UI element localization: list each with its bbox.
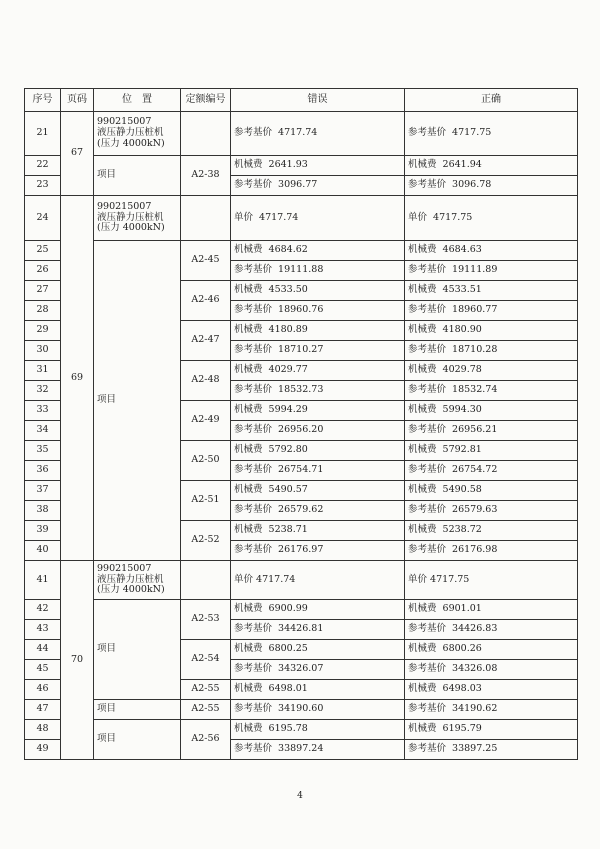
right-cell: 机械费 6498.03	[405, 680, 578, 700]
wrong-cell: 机械费 6900.99	[231, 600, 405, 620]
table-row	[25, 156, 578, 176]
right-cell: 机械费 6901.01	[405, 600, 578, 620]
position-cell: 项目	[94, 156, 181, 196]
header-row	[25, 89, 578, 112]
page-number: 4	[297, 791, 303, 801]
code-cell: A2-52	[181, 521, 231, 561]
right-cell: 参考基价 34326.08	[405, 660, 578, 680]
seq-cell: 27	[25, 281, 61, 301]
position-cell: 项目	[94, 700, 181, 720]
page-cell: 67	[61, 112, 94, 196]
table-row	[25, 720, 578, 740]
right-cell: 参考基价 18960.77	[405, 301, 578, 321]
errata-table	[24, 88, 578, 760]
page-cell: 69	[61, 196, 94, 561]
wrong-cell: 参考基价 18532.73	[231, 381, 405, 401]
right-cell: 参考基价 4717.75	[405, 112, 578, 156]
wrong-cell: 参考基价 26176.97	[231, 541, 405, 561]
position-cell: 990215007 液压静力压桩机 (压力 4000kN)	[94, 561, 181, 600]
seq-cell: 34	[25, 421, 61, 441]
code-cell: A2-53	[181, 600, 231, 640]
code-cell: A2-46	[181, 281, 231, 321]
wrong-cell: 参考基价 26754.71	[231, 461, 405, 481]
wrong-cell: 参考基价 34190.60	[231, 700, 405, 720]
seq-cell: 21	[25, 112, 61, 156]
code-cell: A2-45	[181, 241, 231, 281]
wrong-cell: 机械费 6195.78	[231, 720, 405, 740]
position-cell: 990215007 液压静力压桩机 (压力 4000kN)	[94, 196, 181, 241]
wrong-cell: 机械费 5994.29	[231, 401, 405, 421]
code-cell	[181, 196, 231, 241]
seq-cell: 49	[25, 740, 61, 760]
code-cell: A2-47	[181, 321, 231, 361]
wrong-cell: 机械费 2641.93	[231, 156, 405, 176]
header-code: 定额编号	[181, 89, 231, 112]
wrong-cell: 单价 4717.74	[231, 196, 405, 241]
seq-cell: 23	[25, 176, 61, 196]
table-row	[25, 196, 578, 241]
right-cell: 参考基价 26754.72	[405, 461, 578, 481]
seq-cell: 26	[25, 261, 61, 281]
wrong-cell: 机械费 4029.77	[231, 361, 405, 381]
seq-cell: 46	[25, 680, 61, 700]
seq-cell: 35	[25, 441, 61, 461]
right-cell: 单价 4717.75	[405, 561, 578, 600]
seq-cell: 33	[25, 401, 61, 421]
code-cell: A2-54	[181, 640, 231, 680]
right-cell: 机械费 2641.94	[405, 156, 578, 176]
wrong-cell: 机械费 5792.80	[231, 441, 405, 461]
seq-cell: 29	[25, 321, 61, 341]
position-cell: 项目	[94, 720, 181, 760]
right-cell: 机械费 5238.72	[405, 521, 578, 541]
header-position: 位 置	[94, 89, 181, 112]
code-cell: A2-49	[181, 401, 231, 441]
right-cell: 机械费 4180.90	[405, 321, 578, 341]
wrong-cell: 机械费 4180.89	[231, 321, 405, 341]
page-cell: 70	[61, 561, 94, 760]
wrong-cell: 参考基价 18960.76	[231, 301, 405, 321]
code-cell: A2-56	[181, 720, 231, 760]
seq-cell: 30	[25, 341, 61, 361]
seq-cell: 24	[25, 196, 61, 241]
right-cell: 机械费 4684.63	[405, 241, 578, 261]
right-cell: 参考基价 19111.89	[405, 261, 578, 281]
code-cell: A2-55	[181, 680, 231, 700]
header-wrong: 错误	[231, 89, 405, 112]
position-cell: 990215007 液压静力压桩机 (压力 4000kN)	[94, 112, 181, 156]
header-page: 页码	[61, 89, 94, 112]
wrong-cell: 参考基价 19111.88	[231, 261, 405, 281]
right-cell: 参考基价 34190.62	[405, 700, 578, 720]
right-cell: 参考基价 34426.83	[405, 620, 578, 640]
right-cell: 参考基价 18532.74	[405, 381, 578, 401]
seq-cell: 42	[25, 600, 61, 620]
header-right: 正确	[405, 89, 578, 112]
wrong-cell: 参考基价 26579.62	[231, 501, 405, 521]
code-cell: A2-51	[181, 481, 231, 521]
wrong-cell: 单价 4717.74	[231, 561, 405, 600]
code-cell: A2-48	[181, 361, 231, 401]
seq-cell: 28	[25, 301, 61, 321]
seq-cell: 31	[25, 361, 61, 381]
wrong-cell: 参考基价 34426.81	[231, 620, 405, 640]
header-seq: 序号	[25, 89, 61, 112]
table-row	[25, 700, 578, 720]
right-cell: 单价 4717.75	[405, 196, 578, 241]
right-cell: 参考基价 26176.98	[405, 541, 578, 561]
seq-cell: 48	[25, 720, 61, 740]
wrong-cell: 机械费 6800.25	[231, 640, 405, 660]
wrong-cell: 机械费 4533.50	[231, 281, 405, 301]
code-cell: A2-38	[181, 156, 231, 196]
right-cell: 参考基价 26956.21	[405, 421, 578, 441]
right-cell: 参考基价 18710.28	[405, 341, 578, 361]
right-cell: 机械费 6800.26	[405, 640, 578, 660]
wrong-cell: 参考基价 3096.77	[231, 176, 405, 196]
wrong-cell: 机械费 6498.01	[231, 680, 405, 700]
wrong-cell: 参考基价 34326.07	[231, 660, 405, 680]
right-cell: 机械费 6195.79	[405, 720, 578, 740]
seq-cell: 22	[25, 156, 61, 176]
seq-cell: 43	[25, 620, 61, 640]
right-cell: 机械费 4533.51	[405, 281, 578, 301]
code-cell	[181, 561, 231, 600]
table-row	[25, 241, 578, 261]
table-row	[25, 112, 578, 156]
table-row	[25, 600, 578, 620]
wrong-cell: 参考基价 33897.24	[231, 740, 405, 760]
seq-cell: 40	[25, 541, 61, 561]
wrong-cell: 机械费 5490.57	[231, 481, 405, 501]
wrong-cell: 机械费 5238.71	[231, 521, 405, 541]
position-cell: 项目	[94, 600, 181, 700]
code-cell: A2-55	[181, 700, 231, 720]
right-cell: 参考基价 26579.63	[405, 501, 578, 521]
seq-cell: 38	[25, 501, 61, 521]
seq-cell: 25	[25, 241, 61, 261]
position-cell: 项目	[94, 241, 181, 561]
seq-cell: 45	[25, 660, 61, 680]
seq-cell: 36	[25, 461, 61, 481]
table-row	[25, 561, 578, 600]
wrong-cell: 参考基价 26956.20	[231, 421, 405, 441]
seq-cell: 47	[25, 700, 61, 720]
right-cell: 参考基价 33897.25	[405, 740, 578, 760]
right-cell: 机械费 5792.81	[405, 441, 578, 461]
seq-cell: 37	[25, 481, 61, 501]
seq-cell: 32	[25, 381, 61, 401]
seq-cell: 41	[25, 561, 61, 600]
code-cell: A2-50	[181, 441, 231, 481]
right-cell: 机械费 5490.58	[405, 481, 578, 501]
wrong-cell: 参考基价 18710.27	[231, 341, 405, 361]
seq-cell: 44	[25, 640, 61, 660]
right-cell: 机械费 5994.30	[405, 401, 578, 421]
right-cell: 机械费 4029.78	[405, 361, 578, 381]
code-cell	[181, 112, 231, 156]
right-cell: 参考基价 3096.78	[405, 176, 578, 196]
wrong-cell: 机械费 4684.62	[231, 241, 405, 261]
seq-cell: 39	[25, 521, 61, 541]
wrong-cell: 参考基价 4717.74	[231, 112, 405, 156]
